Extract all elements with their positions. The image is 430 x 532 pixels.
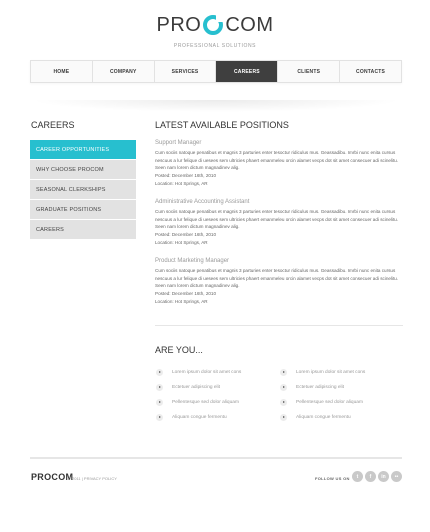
position-item [155,199,403,248]
nav-contacts[interactable]: CONTACTS [356,68,386,75]
list-item-text: Pellentesque sed dolor aliquam [296,400,363,405]
position-posted-date: Posted: December 16th, 2010 [155,290,217,296]
arrow-bullet-icon [156,369,163,376]
logo-ring-icon [203,15,223,35]
arrow-bullet-icon [156,399,163,406]
logo-text-right: COM [225,13,274,36]
page-title: LATEST AVAILABLE POSITIONS [155,120,289,130]
sidebar-item-graduate-positions[interactable]: GRADUATE POSITIONS [30,200,136,219]
facebook-icon[interactable]: f [365,471,376,482]
position-title-link[interactable]: Product Marketing Manager [155,258,230,264]
nav-services[interactable]: SERVICES [155,61,217,82]
are-you-title: ARE YOU... [155,345,203,355]
list-item[interactable] [280,365,365,380]
are-you-list-right [280,365,365,425]
sidebar-item-career-opportunities[interactable]: CAREER OPPORTUNITIES [30,140,136,159]
position-description: Cum sociis natoque penatibus et magnis 3 parturies enter tesoctur ridiculus mus. Geassadibu. Imrbi nunc enita cursus nescuus a lur felique di uesees sem ultricies phaert emanmeleu orcin alamet vecps dot sit amet consecuer adi scinelitu. Seen nam lorem dictum magnadinev alig. [155,150,399,171]
position-description: Cum sociis natoque penatibus et magnis 3 parturies enter tesoctur ridiculus mus. Geassadibu. Imrbi nunc enita cursus nescuus a lur felique di uesees sem ultricies phaert emanmeleu orcin alamet vecps dot sit amet consecuer adi scinelitu. Seen nam lorem dictum magnadinev alig. [155,268,399,289]
twitter-icon[interactable]: t [352,471,363,482]
sidebar-item-why-choose-procom[interactable]: WHY CHOOSE PROCOM [30,160,136,179]
arrow-bullet-icon [156,384,163,391]
list-item-text: Ectetuer adipiscing elit [296,385,344,390]
list-item-text: Ectetuer adipiscing elit [172,385,220,390]
list-item[interactable] [156,395,241,410]
list-item[interactable] [280,395,365,410]
list-item[interactable] [156,365,241,380]
list-item-text: Aliquam congue fermentu [296,415,351,420]
nav-careers[interactable]: CAREERS [216,61,278,82]
sidebar-menu [30,140,136,240]
position-location: Location: Hot Springs, AR [155,240,208,246]
position-item [155,258,403,307]
footer-copyright: © 2011 | PRIVACY POLICY [68,476,117,481]
arrow-bullet-icon [280,399,287,406]
nav-clients[interactable]: CLIENTS [278,61,340,82]
section-divider [155,325,403,326]
arrow-bullet-icon [280,414,287,421]
list-item[interactable] [156,410,241,425]
list-item[interactable] [280,380,365,395]
sidebar-item-seasonal-clerkships[interactable]: SEASONAL CLERKSHIPS [30,180,136,199]
tagline: PROFESSIONAL SOLUTIONS [173,43,257,49]
sidebar-item-careers[interactable]: CAREERS [30,220,136,239]
position-description: Cum sociis natoque penatibus et magnis 3 parturies enter tesoctur ridiculus mus. Geassadibu. Imrbi nunc enita cursus nescuus a lur felique di uesees sem ultricies phaert emanmeleu orcin alamet vecps dot sit amet consecuer adi scinelitu. Seen nam lorem dictum magnadinev alig. [155,209,399,230]
list-item-text: Lorem ipsum dolor sit amet cons [172,370,242,375]
position-location: Location: Hot Springs, AR [155,181,208,187]
list-item[interactable] [280,410,365,425]
arrow-bullet-icon [280,384,287,391]
position-posted-date: Posted: December 16th, 2010 [155,172,217,178]
follow-us-label: FOLLOW US ON [315,476,350,481]
linkedin-icon[interactable]: in [378,471,389,482]
position-title-link[interactable]: Support Manager [155,140,202,146]
list-item[interactable] [156,380,241,395]
main-nav [30,60,402,83]
arrow-bullet-icon [156,414,163,421]
header-shadow-divider [30,100,402,112]
social-links [352,471,404,482]
position-location: Location: Hot Springs, AR [155,299,208,305]
footer-logo[interactable]: PROCOM [31,472,74,482]
list-item-text: Aliquam congue fermentu [172,415,227,420]
sidebar-title: CAREERS [31,120,75,130]
position-title-link[interactable]: Administrative Accounting Assistant [155,199,250,205]
are-you-list-left [156,365,241,425]
position-posted-date: Posted: December 16th, 2010 [155,231,217,237]
nav-company[interactable]: COMPANY [93,61,155,82]
list-item-text: Lorem ipsum dolor sit amet cons [296,370,366,375]
footer-divider [30,457,402,459]
flickr-icon[interactable]: •• [391,471,402,482]
site-logo[interactable] [0,8,430,42]
position-item [155,140,403,189]
list-item-text: Pellentesque sed dolor aliquam [172,400,239,405]
arrow-bullet-icon [280,369,287,376]
logo-text-left: PRO [156,13,202,36]
nav-home[interactable]: HOME [31,61,93,82]
